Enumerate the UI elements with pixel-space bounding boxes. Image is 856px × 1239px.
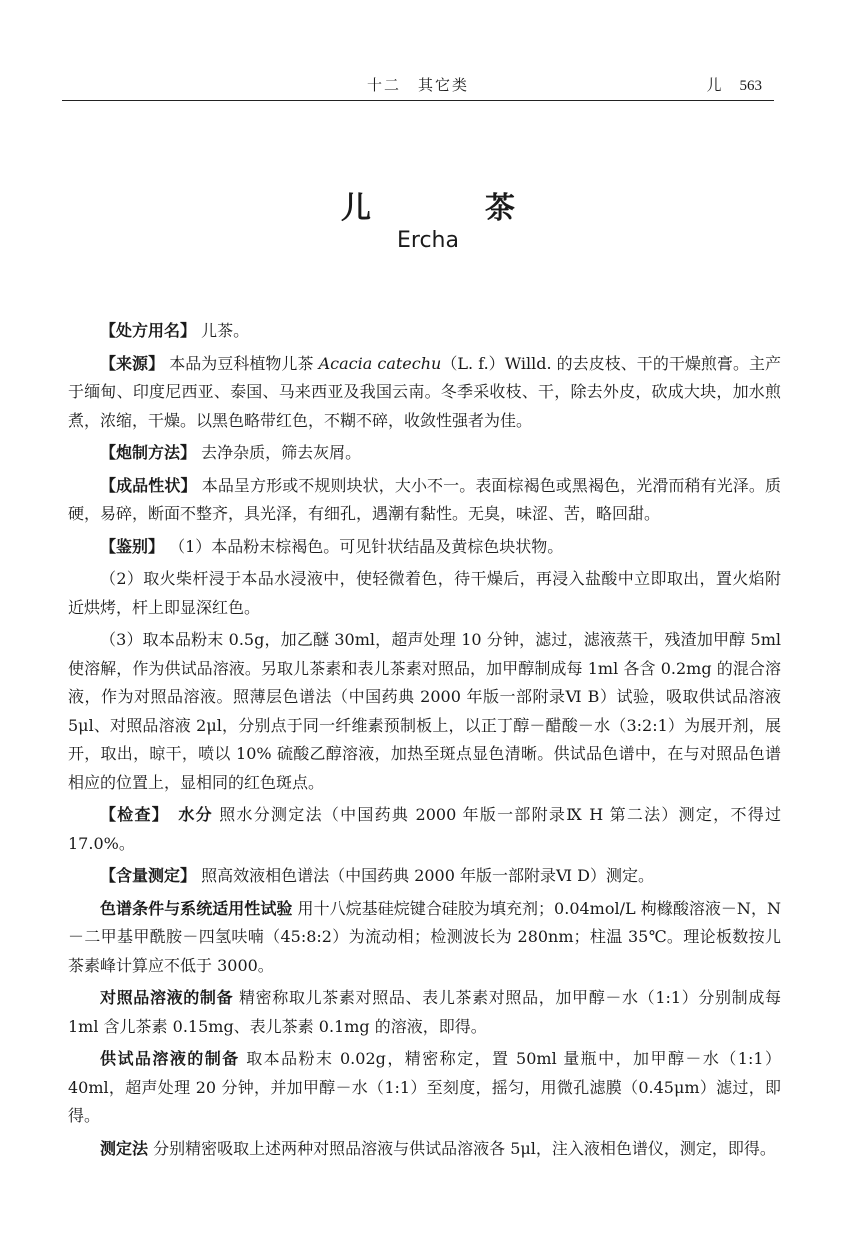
paragraph-label: 【处方用名】 [100,321,197,340]
page-header [62,74,774,101]
paragraph-text: （1）本品粉末棕褐色。可见针状结晶及黄棕色块状物。 [169,536,564,556]
paragraph-appearance [68,472,781,529]
paragraph-text: （3）取本品粉末 0.5g，加乙醚 30ml，超声处理 10 分钟，滤过，滤液蒸干，残渣加甲醇 5ml 使溶解，作为供试品溶液。另取儿茶素和表儿茶素对照品，加甲醇制成每 1ml 各含 0.2mg 的混合溶液，作为对照品溶液。照薄层色谱法（中国药典 2000 年版一部附录Ⅵ B）试验，吸取供试品溶液 5μl、对照品溶液 2μl，分别点于同一纤维素预制板上，以正丁醇－醋酸－水（3:2:1）为展开剂，展开，取出，晾干，喷以 10% 硫酸乙醇溶液，加热至斑点显色清晰。供试品色谱中，在与对照品色谱相应的位置上，显相同的红色斑点。 [68,630,781,792]
paragraph-label: 【检查】 水分 [100,805,213,824]
paragraph-text: 用十八烷基硅烷键合硅胶为填充剂；0.04mol/L 枸橼酸溶液－N，N－二甲基甲酰胺－四氢呋喃（45:8:2）为流动相；检测波长为 280nm；柱温 35℃。理论板数按儿茶素峰计算应不低于 3000。 [68,898,781,975]
paragraph-text: （L. f.）Willd. 的去皮枝、干的干燥煎膏。主产于缅甸、印度尼西亚、泰国、马来西亚及我国云南。冬季采收枝、干，除去外皮，砍成大块，加水煎煮，浓缩，干燥。以黑色略带红色，不糊不碎，收敛性强者为佳。 [68,353,781,430]
paragraph-processing [68,439,781,468]
paragraph-text: （2）取火柴杆浸于本品水浸液中，使轻微着色，待干燥后，再浸入盐酸中立即取出，置火焰附近烘烤，杆上即显深红色。 [68,569,781,617]
paragraph-text: 本品为豆科植物儿茶 [169,353,319,373]
paragraph-text: 照高效液相色谱法（中国药典 2000 年版一部附录Ⅵ D）测定。 [201,866,655,885]
document-body [68,317,781,1167]
section-title: 十二 其它类 [366,76,469,94]
paragraph-text: 本品呈方形或不规则块状，大小不一。表面棕褐色或黑褐色，光滑而稍有光泽。质硬，易碎，断面不整齐，具光泽，有细孔，遇潮有黏性。无臭，味涩、苦，略回甜。 [68,475,781,523]
paragraph-assay [68,862,781,891]
paragraph-text: 照水分测定法（中国药典 2000 年版一部附录Ⅸ H 第二法）测定，不得过 17.0%。 [68,805,781,853]
paragraph-label: 【来源】 [100,353,165,373]
paragraph-text: 分别精密吸取上述两种对照品溶液与供试品溶液各 5μl，注入液相色谱仪，测定，即得。 [153,1138,776,1158]
paragraph-text: 儿茶。 [201,321,250,340]
paragraph-reference-solution [68,984,781,1041]
paragraph-label: 色谱条件与系统适用性试验 [100,898,293,918]
paragraph-text: 精密称取儿茶素对照品、表儿茶素对照品，加甲醇－水（1:1）分别制成每 1ml 含儿茶素 0.15mg、表儿茶素 0.1mg 的溶液，即得。 [68,988,781,1036]
header-right [706,74,762,95]
paragraph-label: 供试品溶液的制备 [100,1049,240,1068]
paragraph-inspection [68,801,781,858]
paragraph-label: 【炮制方法】 [100,443,197,462]
paragraph-label: 测定法 [100,1138,149,1158]
paragraph-prescription-name [68,317,781,346]
paragraph-chromatography-conditions [68,895,781,981]
paragraph-text: 取本品粉末 0.02g，精密称定，置 50ml 量瓶中，加甲醇－水（1:1）40ml，超声处理 20 分钟，并加甲醇－水（1:1）至刻度，摇匀，用微孔滤膜（0.45μm）滤过，即得。 [68,1049,781,1125]
paragraph-label: 【成品性状】 [100,475,197,495]
latin-name: Acacia catechu [318,353,442,373]
paragraph-procedure [68,1135,781,1164]
paragraph-label: 对照品溶液的制备 [100,988,234,1007]
paragraph-label: 【鉴别】 [100,536,165,556]
entry-name: 儿 [706,76,722,94]
paragraph-identification-2 [68,565,781,622]
page-title: 儿 茶 [341,191,557,226]
paragraph-label: 【含量测定】 [100,866,197,885]
paragraph-text: 去净杂质，筛去灰屑。 [201,443,362,462]
page-subtitle: Ercha [397,228,459,253]
paragraph-identification-3 [68,626,781,797]
paragraph-source [68,350,781,436]
page-number: 563 [739,78,762,94]
paragraph-test-solution [68,1045,781,1131]
paragraph-identification-1 [68,533,781,562]
